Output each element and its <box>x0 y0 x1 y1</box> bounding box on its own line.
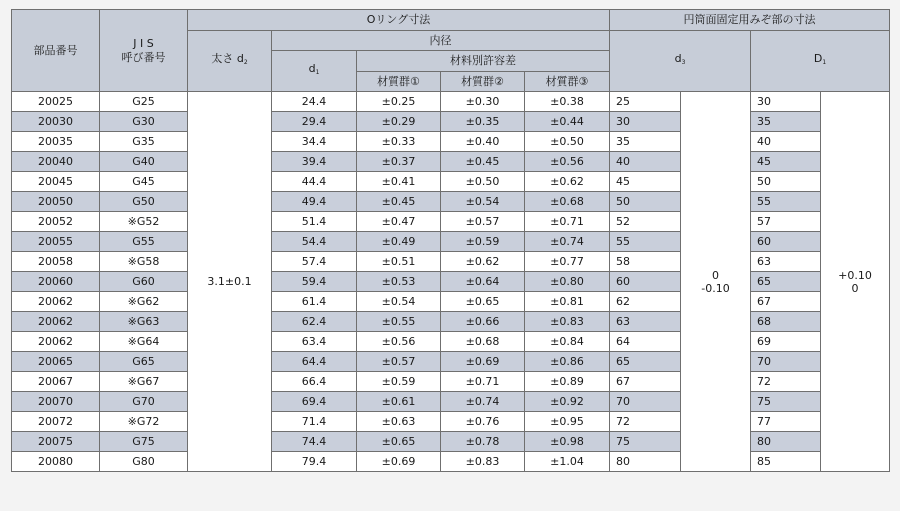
jis-number-cell: G35 <box>100 132 188 152</box>
tolerance-3-cell: ±0.98 <box>525 432 610 452</box>
jis-number-cell: ※G63 <box>100 312 188 332</box>
tolerance-1-cell: ±0.53 <box>357 272 441 292</box>
table-row <box>12 272 890 292</box>
d1-cell: 29.4 <box>272 112 357 132</box>
D1-cell: 67 <box>751 292 821 312</box>
tolerance-1-cell: ±0.56 <box>357 332 441 352</box>
part-number-cell: 20062 <box>12 332 100 352</box>
tolerance-3-cell: ±0.44 <box>525 112 610 132</box>
tolerance-2-cell: ±0.40 <box>441 132 525 152</box>
tolerance-1-cell: ±0.51 <box>357 252 441 272</box>
d3-cell: 55 <box>610 232 681 252</box>
header-material-group-3: 材質群③ <box>525 72 610 92</box>
d1-cell: 34.4 <box>272 132 357 152</box>
D1-cell: 50 <box>751 172 821 192</box>
d1-cell: 61.4 <box>272 292 357 312</box>
D1-cell: 70 <box>751 352 821 372</box>
part-number-cell: 20060 <box>12 272 100 292</box>
tolerance-3-cell: ±0.62 <box>525 172 610 192</box>
tolerance-1-cell: ±0.25 <box>357 92 441 112</box>
D1-cell: 72 <box>751 372 821 392</box>
tolerance-2-cell: ±0.76 <box>441 412 525 432</box>
header-d1-label: d <box>308 62 316 75</box>
d3-cell: 65 <box>610 352 681 372</box>
jis-number-cell: G75 <box>100 432 188 452</box>
table-row <box>12 232 890 252</box>
tolerance-1-cell: ±0.41 <box>357 172 441 192</box>
jis-number-cell: ※G58 <box>100 252 188 272</box>
tolerance-2-cell: ±0.45 <box>441 152 525 172</box>
d3-cell: 67 <box>610 372 681 392</box>
header-D1-label: D <box>813 52 823 65</box>
header-material-group-2: 材質群② <box>441 72 525 92</box>
tolerance-2-cell: ±0.59 <box>441 232 525 252</box>
d3-cell: 30 <box>610 112 681 132</box>
table-row <box>12 312 890 332</box>
tolerance-3-cell: ±0.83 <box>525 312 610 332</box>
jis-number-cell: G50 <box>100 192 188 212</box>
part-number-cell: 20080 <box>12 452 100 472</box>
tolerance-2-cell: ±0.83 <box>441 452 525 472</box>
tolerance-1-cell: ±0.29 <box>357 112 441 132</box>
tolerance-2-cell: ±0.35 <box>441 112 525 132</box>
header-d1 <box>272 51 357 92</box>
D1-cell: 77 <box>751 412 821 432</box>
D1-cell: 80 <box>751 432 821 452</box>
jis-number-cell: ※G64 <box>100 332 188 352</box>
tolerance-3-cell: ±0.89 <box>525 372 610 392</box>
tolerance-2-cell: ±0.50 <box>441 172 525 192</box>
header-jis-number <box>100 10 188 92</box>
d1-cell: 71.4 <box>272 412 357 432</box>
header-jis-line1: J I S <box>133 36 154 50</box>
tolerance-3-cell: ±0.56 <box>525 152 610 172</box>
tolerance-3-cell: ±0.95 <box>525 412 610 432</box>
d3-tolerance-lower: -0.10 <box>701 281 730 295</box>
d1-cell: 63.4 <box>272 332 357 352</box>
d3-cell: 50 <box>610 192 681 212</box>
D1-cell: 65 <box>751 272 821 292</box>
D1-cell: 30 <box>751 92 821 112</box>
part-number-cell: 20062 <box>12 292 100 312</box>
D1-tolerance-lower: 0 <box>851 281 859 295</box>
header-thickness <box>188 31 272 92</box>
D1-cell: 69 <box>751 332 821 352</box>
tolerance-1-cell: ±0.37 <box>357 152 441 172</box>
part-number-cell: 20065 <box>12 352 100 372</box>
part-number-cell: 20050 <box>12 192 100 212</box>
d3-cell: 45 <box>610 172 681 192</box>
header-d3-label: d <box>674 52 682 65</box>
jis-number-cell: ※G52 <box>100 212 188 232</box>
tolerance-2-cell: ±0.78 <box>441 432 525 452</box>
tolerance-1-cell: ±0.55 <box>357 312 441 332</box>
table-row <box>12 92 890 112</box>
tolerance-3-cell: ±0.81 <box>525 292 610 312</box>
tolerance-2-cell: ±0.54 <box>441 192 525 212</box>
header-material-group-1: 材質群① <box>357 72 441 92</box>
jis-number-cell: G25 <box>100 92 188 112</box>
part-number-cell: 20025 <box>12 92 100 112</box>
d1-cell: 39.4 <box>272 152 357 172</box>
d3-cell: 58 <box>610 252 681 272</box>
table-row <box>12 132 890 152</box>
header-thickness-sub: 2 <box>243 59 248 66</box>
tolerance-3-cell: ±0.77 <box>525 252 610 272</box>
tolerance-1-cell: ±0.49 <box>357 232 441 252</box>
d1-cell: 69.4 <box>272 392 357 412</box>
table-row <box>12 152 890 172</box>
jis-number-cell: G30 <box>100 112 188 132</box>
d1-cell: 66.4 <box>272 372 357 392</box>
d3-cell: 25 <box>610 92 681 112</box>
D1-cell: 35 <box>751 112 821 132</box>
header-d3-sub: 3 <box>681 59 686 66</box>
tolerance-3-cell: ±0.68 <box>525 192 610 212</box>
d3-cell: 70 <box>610 392 681 412</box>
tolerance-1-cell: ±0.65 <box>357 432 441 452</box>
tolerance-1-cell: ±0.63 <box>357 412 441 432</box>
oring-dimension-table <box>11 9 890 472</box>
D1-cell: 63 <box>751 252 821 272</box>
tolerance-3-cell: ±0.80 <box>525 272 610 292</box>
jis-number-cell: G40 <box>100 152 188 172</box>
header-inner-diameter: 内径 <box>272 31 610 51</box>
D1-cell: 55 <box>751 192 821 212</box>
part-number-cell: 20035 <box>12 132 100 152</box>
d1-cell: 62.4 <box>272 312 357 332</box>
d1-cell: 59.4 <box>272 272 357 292</box>
part-number-cell: 20055 <box>12 232 100 252</box>
D1-cell: 75 <box>751 392 821 412</box>
jis-number-cell: G60 <box>100 272 188 292</box>
tolerance-2-cell: ±0.62 <box>441 252 525 272</box>
d3-cell: 62 <box>610 292 681 312</box>
header-D1-sub: 1 <box>822 59 827 66</box>
header-jis-line2: 呼び番号 <box>121 50 166 64</box>
d1-cell: 79.4 <box>272 452 357 472</box>
table-row <box>12 172 890 192</box>
table-row <box>12 372 890 392</box>
tolerance-1-cell: ±0.47 <box>357 212 441 232</box>
d1-cell: 44.4 <box>272 172 357 192</box>
header-D1 <box>751 31 890 92</box>
d3-cell: 60 <box>610 272 681 292</box>
tolerance-1-cell: ±0.54 <box>357 292 441 312</box>
table-row <box>12 192 890 212</box>
tolerance-1-cell: ±0.45 <box>357 192 441 212</box>
tolerance-2-cell: ±0.68 <box>441 332 525 352</box>
d1-cell: 54.4 <box>272 232 357 252</box>
D1-cell: 45 <box>751 152 821 172</box>
part-number-cell: 20067 <box>12 372 100 392</box>
jis-number-cell: G70 <box>100 392 188 412</box>
tolerance-2-cell: ±0.57 <box>441 212 525 232</box>
part-number-cell: 20062 <box>12 312 100 332</box>
header-material-tolerance: 材料別許容差 <box>357 51 610 72</box>
header-groove-dimensions: 円筒面固定用みぞ部の寸法 <box>610 10 890 31</box>
table-row <box>12 432 890 452</box>
d3-cell: 40 <box>610 152 681 172</box>
tolerance-3-cell: ±0.92 <box>525 392 610 412</box>
tolerance-3-cell: ±1.04 <box>525 452 610 472</box>
tolerance-2-cell: ±0.71 <box>441 372 525 392</box>
tolerance-2-cell: ±0.65 <box>441 292 525 312</box>
tolerance-3-cell: ±0.84 <box>525 332 610 352</box>
d3-cell: 72 <box>610 412 681 432</box>
header-oring-dimensions: Oリング寸法 <box>188 10 610 31</box>
part-number-cell: 20058 <box>12 252 100 272</box>
table-row <box>12 392 890 412</box>
header-d3 <box>610 31 751 92</box>
jis-number-cell: G45 <box>100 172 188 192</box>
d3-cell: 35 <box>610 132 681 152</box>
jis-number-cell: G65 <box>100 352 188 372</box>
part-number-cell: 20040 <box>12 152 100 172</box>
d3-cell: 80 <box>610 452 681 472</box>
tolerance-1-cell: ±0.59 <box>357 372 441 392</box>
d1-cell: 64.4 <box>272 352 357 372</box>
jis-number-cell: ※G62 <box>100 292 188 312</box>
table-row <box>12 332 890 352</box>
tolerance-2-cell: ±0.66 <box>441 312 525 332</box>
D1-tolerance-cell <box>821 92 890 472</box>
part-number-cell: 20070 <box>12 392 100 412</box>
tolerance-1-cell: ±0.33 <box>357 132 441 152</box>
D1-cell: 68 <box>751 312 821 332</box>
D1-cell: 60 <box>751 232 821 252</box>
D1-cell: 85 <box>751 452 821 472</box>
tolerance-3-cell: ±0.38 <box>525 92 610 112</box>
part-number-cell: 20075 <box>12 432 100 452</box>
d1-cell: 51.4 <box>272 212 357 232</box>
table-row <box>12 252 890 272</box>
d3-tolerance-upper: 0 <box>712 268 719 282</box>
d1-cell: 57.4 <box>272 252 357 272</box>
tolerance-2-cell: ±0.74 <box>441 392 525 412</box>
d1-cell: 49.4 <box>272 192 357 212</box>
d3-cell: 52 <box>610 212 681 232</box>
tolerance-3-cell: ±0.74 <box>525 232 610 252</box>
tolerance-2-cell: ±0.69 <box>441 352 525 372</box>
header-d1-sub: 1 <box>315 69 320 76</box>
d3-cell: 75 <box>610 432 681 452</box>
D1-tolerance-upper: +0.10 <box>838 268 872 282</box>
table-row <box>12 412 890 432</box>
d1-cell: 74.4 <box>272 432 357 452</box>
tolerance-3-cell: ±0.86 <box>525 352 610 372</box>
part-number-cell: 20030 <box>12 112 100 132</box>
table-row <box>12 112 890 132</box>
header-part-number: 部品番号 <box>12 10 100 92</box>
tolerance-2-cell: ±0.64 <box>441 272 525 292</box>
tolerance-3-cell: ±0.50 <box>525 132 610 152</box>
d3-tolerance-cell <box>681 92 751 472</box>
tolerance-2-cell: ±0.30 <box>441 92 525 112</box>
header-thickness-label: 太さ d <box>211 52 244 65</box>
table-row <box>12 452 890 472</box>
thickness-value-cell: 3.1±0.1 <box>188 92 272 472</box>
part-number-cell: 20072 <box>12 412 100 432</box>
d3-cell: 63 <box>610 312 681 332</box>
tolerance-1-cell: ±0.69 <box>357 452 441 472</box>
d3-cell: 64 <box>610 332 681 352</box>
tolerance-1-cell: ±0.61 <box>357 392 441 412</box>
d1-cell: 24.4 <box>272 92 357 112</box>
D1-cell: 57 <box>751 212 821 232</box>
table-row <box>12 352 890 372</box>
jis-number-cell: ※G72 <box>100 412 188 432</box>
jis-number-cell: G80 <box>100 452 188 472</box>
tolerance-1-cell: ±0.57 <box>357 352 441 372</box>
table-row <box>12 212 890 232</box>
table-body <box>12 92 890 472</box>
table-row <box>12 292 890 312</box>
tolerance-3-cell: ±0.71 <box>525 212 610 232</box>
part-number-cell: 20052 <box>12 212 100 232</box>
part-number-cell: 20045 <box>12 172 100 192</box>
jis-number-cell: ※G67 <box>100 372 188 392</box>
D1-cell: 40 <box>751 132 821 152</box>
jis-number-cell: G55 <box>100 232 188 252</box>
